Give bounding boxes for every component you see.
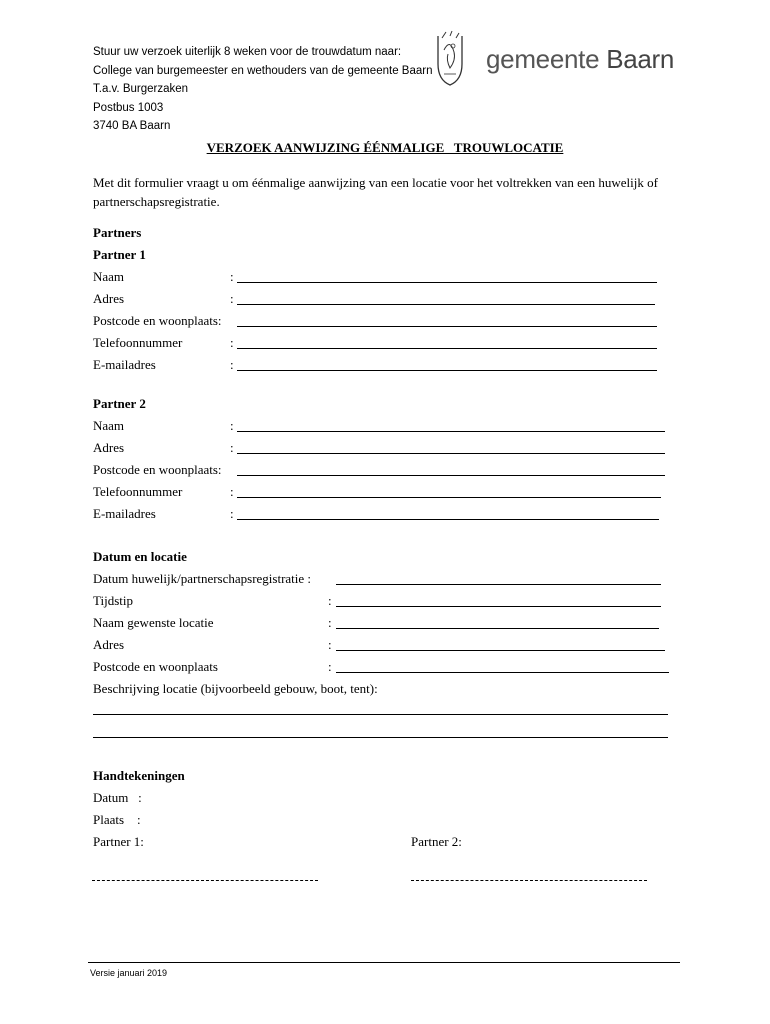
partner1-email-field[interactable]	[237, 370, 657, 371]
partner2-heading: Partner 2	[93, 396, 146, 411]
partners-heading: Partners	[93, 225, 142, 240]
field-colon: :	[230, 484, 234, 499]
partner1-signature-label: Partner 1:	[93, 834, 144, 849]
partner1-naam-field[interactable]	[237, 282, 657, 283]
field-colon: :	[230, 506, 234, 521]
field-label: E-mailadres	[93, 506, 156, 521]
field-colon: :	[328, 637, 332, 652]
partner1-adres-field[interactable]	[237, 304, 655, 305]
field-label: Postcode en woonplaats:	[93, 462, 222, 477]
locatie-postcode-field[interactable]	[336, 672, 669, 673]
tijdstip-field[interactable]	[336, 606, 661, 607]
field-label: Adres	[93, 440, 125, 455]
field-colon: :	[230, 269, 234, 284]
field-label: Naam	[93, 418, 125, 433]
field-colon: :	[230, 418, 234, 433]
field-label: Naam gewenste locatie	[93, 615, 214, 630]
version-footer: Versie januari 2019	[90, 968, 168, 978]
crest-icon	[430, 30, 470, 88]
partner1-telefoon-field[interactable]	[237, 348, 657, 349]
partner1-postcode-field[interactable]	[237, 326, 657, 327]
field-label: Naam	[93, 269, 125, 284]
address-line: Postbus 1003	[93, 101, 164, 114]
field-label: E-mailadres	[93, 357, 156, 372]
handtekeningen-heading: Handtekeningen	[93, 768, 185, 783]
field-label: Adres	[93, 291, 125, 306]
field-label: Adres	[93, 637, 125, 652]
field-label: Telefoonnummer	[93, 484, 183, 499]
partner1-heading: Partner 1	[93, 247, 146, 262]
field-colon: :	[230, 357, 234, 372]
field-label: Postcode en woonplaats:	[93, 313, 222, 328]
datum-field[interactable]	[336, 584, 661, 585]
field-label: Datum :	[93, 790, 142, 805]
municipality-logo	[430, 30, 680, 90]
logo-wordmark	[486, 44, 674, 75]
field-label: Plaats :	[93, 812, 141, 827]
field-label: Beschrijving locatie (bijvoorbeeld gebouw, boot, tent):	[93, 681, 378, 696]
locatie-adres-field[interactable]	[336, 650, 665, 651]
logo-word-baarn: Baarn	[606, 44, 675, 74]
logo-word-gemeente: gemeente	[486, 44, 600, 74]
field-colon: :	[328, 593, 332, 608]
address-line: Stuur uw verzoek uiterlijk 8 weken voor de trouwdatum naar:	[93, 46, 402, 58]
field-colon: :	[328, 659, 332, 674]
partner2-signature-line[interactable]	[411, 880, 647, 881]
partner1-signature-line[interactable]	[92, 880, 318, 881]
beschrijving-line-2[interactable]	[93, 737, 668, 738]
field-colon: :	[230, 440, 234, 455]
form-title: VERZOEK AANWIJZING ÉÉNMALIGE TROUWLOCATIE	[206, 140, 564, 155]
field-colon: :	[328, 615, 332, 630]
field-label: Tijdstip	[93, 593, 133, 608]
locatie-naam-field[interactable]	[336, 628, 659, 629]
beschrijving-line-1[interactable]	[93, 714, 668, 715]
partner2-telefoon-field[interactable]	[237, 497, 661, 498]
partner2-adres-field[interactable]	[237, 453, 665, 454]
field-label: Datum huwelijk/partnerschapsregistratie :	[93, 571, 312, 586]
datum-locatie-heading: Datum en locatie	[93, 549, 187, 564]
partner2-signature-label: Partner 2:	[411, 834, 462, 849]
address-line: 3740 BA Baarn	[93, 120, 171, 132]
intro-text: Met dit formulier vraagt u om éénmalige aanwijzing van een locatie voor het voltrekken van een huwelijk of partnerschapsregistratie.	[93, 175, 658, 209]
field-label: Postcode en woonplaats	[93, 659, 218, 674]
address-line: College van burgemeester en wethouders van de gemeente Baarn	[93, 64, 433, 77]
field-colon: :	[230, 291, 234, 306]
partner2-naam-field[interactable]	[237, 431, 665, 432]
field-label: Telefoonnummer	[93, 335, 183, 350]
partner2-email-field[interactable]	[237, 519, 659, 520]
partner2-postcode-field[interactable]	[237, 475, 665, 476]
mailing-address	[93, 43, 432, 136]
address-line: T.a.v. Burgerzaken	[93, 83, 189, 95]
footer-divider	[88, 962, 680, 963]
field-colon: :	[230, 335, 234, 350]
